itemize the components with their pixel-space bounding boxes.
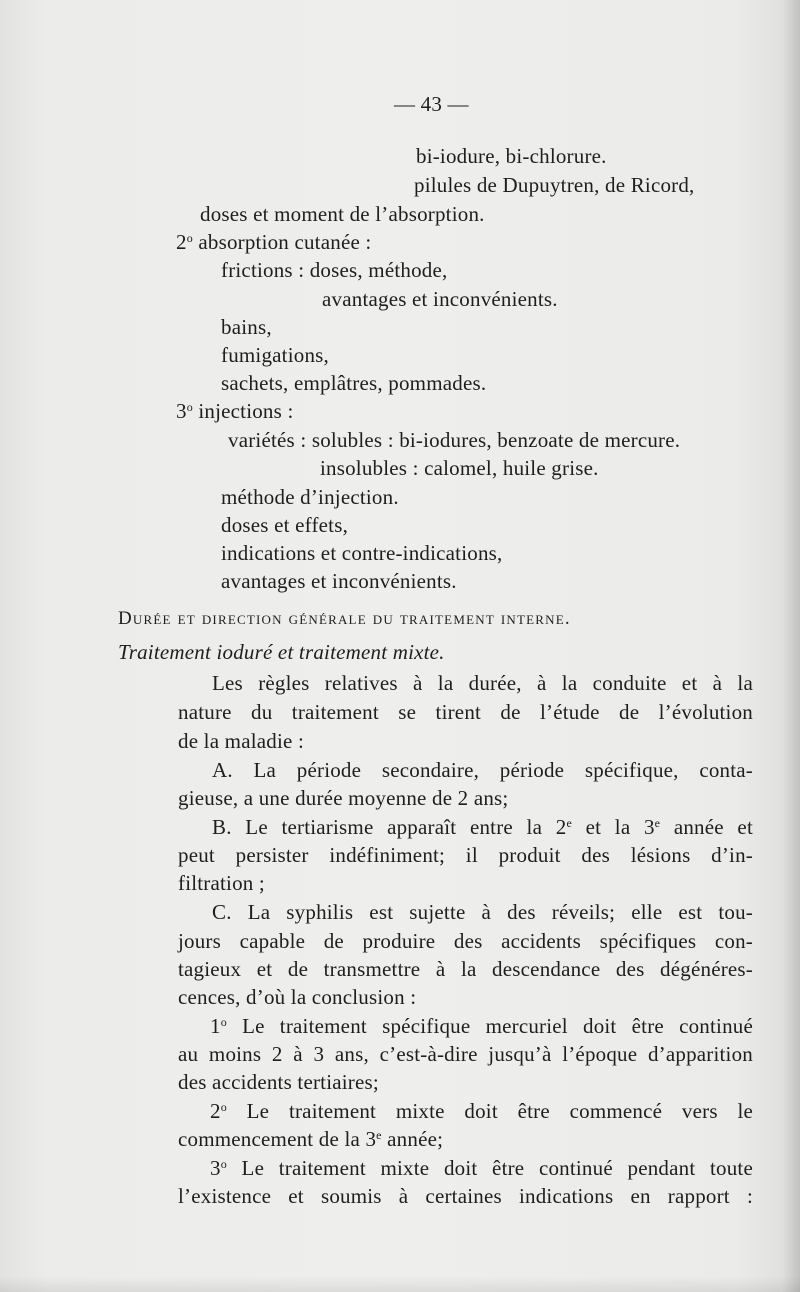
paragraph-line: cences, d’où la conclusion :	[178, 985, 417, 1009]
paragraph-line	[212, 814, 753, 840]
paragraph-line: filtration ;	[178, 871, 265, 895]
ordinal-superscript: e	[654, 816, 661, 830]
page-shadow	[782, 0, 800, 1292]
paragraph-line: jours capable de produire des accidents spécifiques con-	[178, 929, 753, 953]
list-line: bi-iodure, bi-chlorure.	[416, 144, 607, 168]
page-number: — 43 —	[394, 92, 469, 116]
text-run: Le traitement spécifique mercuriel doit être continué	[226, 1014, 753, 1038]
paragraph-line: Les règles relatives à la durée, à la conduite et à la	[212, 671, 753, 695]
ordinal-superscript: o	[186, 231, 193, 245]
page-shadow	[0, 1276, 800, 1292]
list-line: insolubles : calomel, huile grise.	[320, 456, 599, 480]
list-number: 2	[176, 230, 187, 254]
text-run: Le traitement mixte doit être commencé vers le	[226, 1099, 753, 1123]
paragraph-line: l’existence et soumis à certaines indications en rapport :	[178, 1184, 753, 1208]
list-text: injections :	[192, 399, 294, 423]
text-run: Le traitement mixte doit être continué pendant toute	[226, 1156, 753, 1180]
list-line: variétés : solubles : bi-iodures, benzoate de mercure.	[228, 428, 681, 452]
ordinal-superscript: o	[186, 400, 193, 414]
paragraph-line: C. La syphilis est sujette à des réveils; elle est tou-	[212, 900, 753, 924]
text-run: et la 3	[571, 815, 655, 839]
paragraph-line	[178, 1126, 443, 1152]
ordinal-superscript: e	[376, 1128, 382, 1142]
text-run: année et	[660, 815, 753, 839]
paragraph-line: des accidents tertiaires;	[178, 1070, 379, 1094]
list-line: méthode d’injection.	[221, 485, 399, 509]
paragraph-line	[210, 1098, 753, 1124]
list-line: pilules de Dupuytren, de Ricord,	[414, 173, 695, 197]
text-run: B. Le tertiarisme apparaît entre la 2	[212, 815, 567, 839]
list-text: absorption cutanée :	[192, 230, 372, 254]
paragraph-line	[210, 1013, 753, 1039]
section-subheading: Traitement ioduré et traitement mixte.	[118, 640, 445, 664]
list-number: 3	[176, 399, 187, 423]
paragraph-line	[210, 1155, 753, 1181]
text-run: année;	[381, 1127, 444, 1151]
list-line: avantages et inconvénients.	[322, 287, 558, 311]
paragraph-line: nature du traitement se tirent de l’étude de l’évolution	[178, 700, 753, 724]
paragraph-line: de la maladie :	[178, 729, 305, 753]
list-line: frictions : doses, méthode,	[221, 258, 448, 282]
paragraph-line: peut persister indéfiniment; il produit des lésions d’in-	[178, 843, 753, 867]
list-line	[176, 398, 294, 424]
list-line: doses et effets,	[221, 513, 349, 537]
ordinal-superscript: o	[220, 1100, 227, 1114]
list-line	[176, 229, 371, 255]
list-number: 1	[210, 1014, 221, 1038]
paragraph-line: tagieux et de transmettre à la descendance des dégénéres-	[178, 957, 753, 981]
list-line: sachets, emplâtres, pommades.	[221, 371, 487, 395]
ordinal-superscript: e	[566, 816, 572, 830]
ordinal-superscript: o	[220, 1015, 227, 1029]
ordinal-superscript: o	[220, 1157, 227, 1171]
list-line: indications et contre-indications,	[221, 541, 503, 565]
paragraph-line: gieuse, a une durée moyenne de 2 ans;	[178, 786, 509, 810]
list-line: bains,	[221, 315, 272, 339]
list-line: avantages et inconvénients.	[221, 569, 457, 593]
list-line: fumigations,	[221, 343, 329, 367]
list-line: doses et moment de l’absorption.	[200, 202, 485, 226]
list-number: 2	[210, 1099, 221, 1123]
list-number: 3	[210, 1156, 221, 1180]
section-heading: Durée et direction générale du traitement interne.	[118, 608, 571, 629]
paragraph-line: au moins 2 à 3 ans, c’est-à-dire jusqu’à l’époque d’apparition	[178, 1042, 753, 1066]
paragraph-line: A. La période secondaire, période spécifique, conta-	[212, 758, 753, 782]
text-run: commencement de la 3	[178, 1127, 377, 1151]
